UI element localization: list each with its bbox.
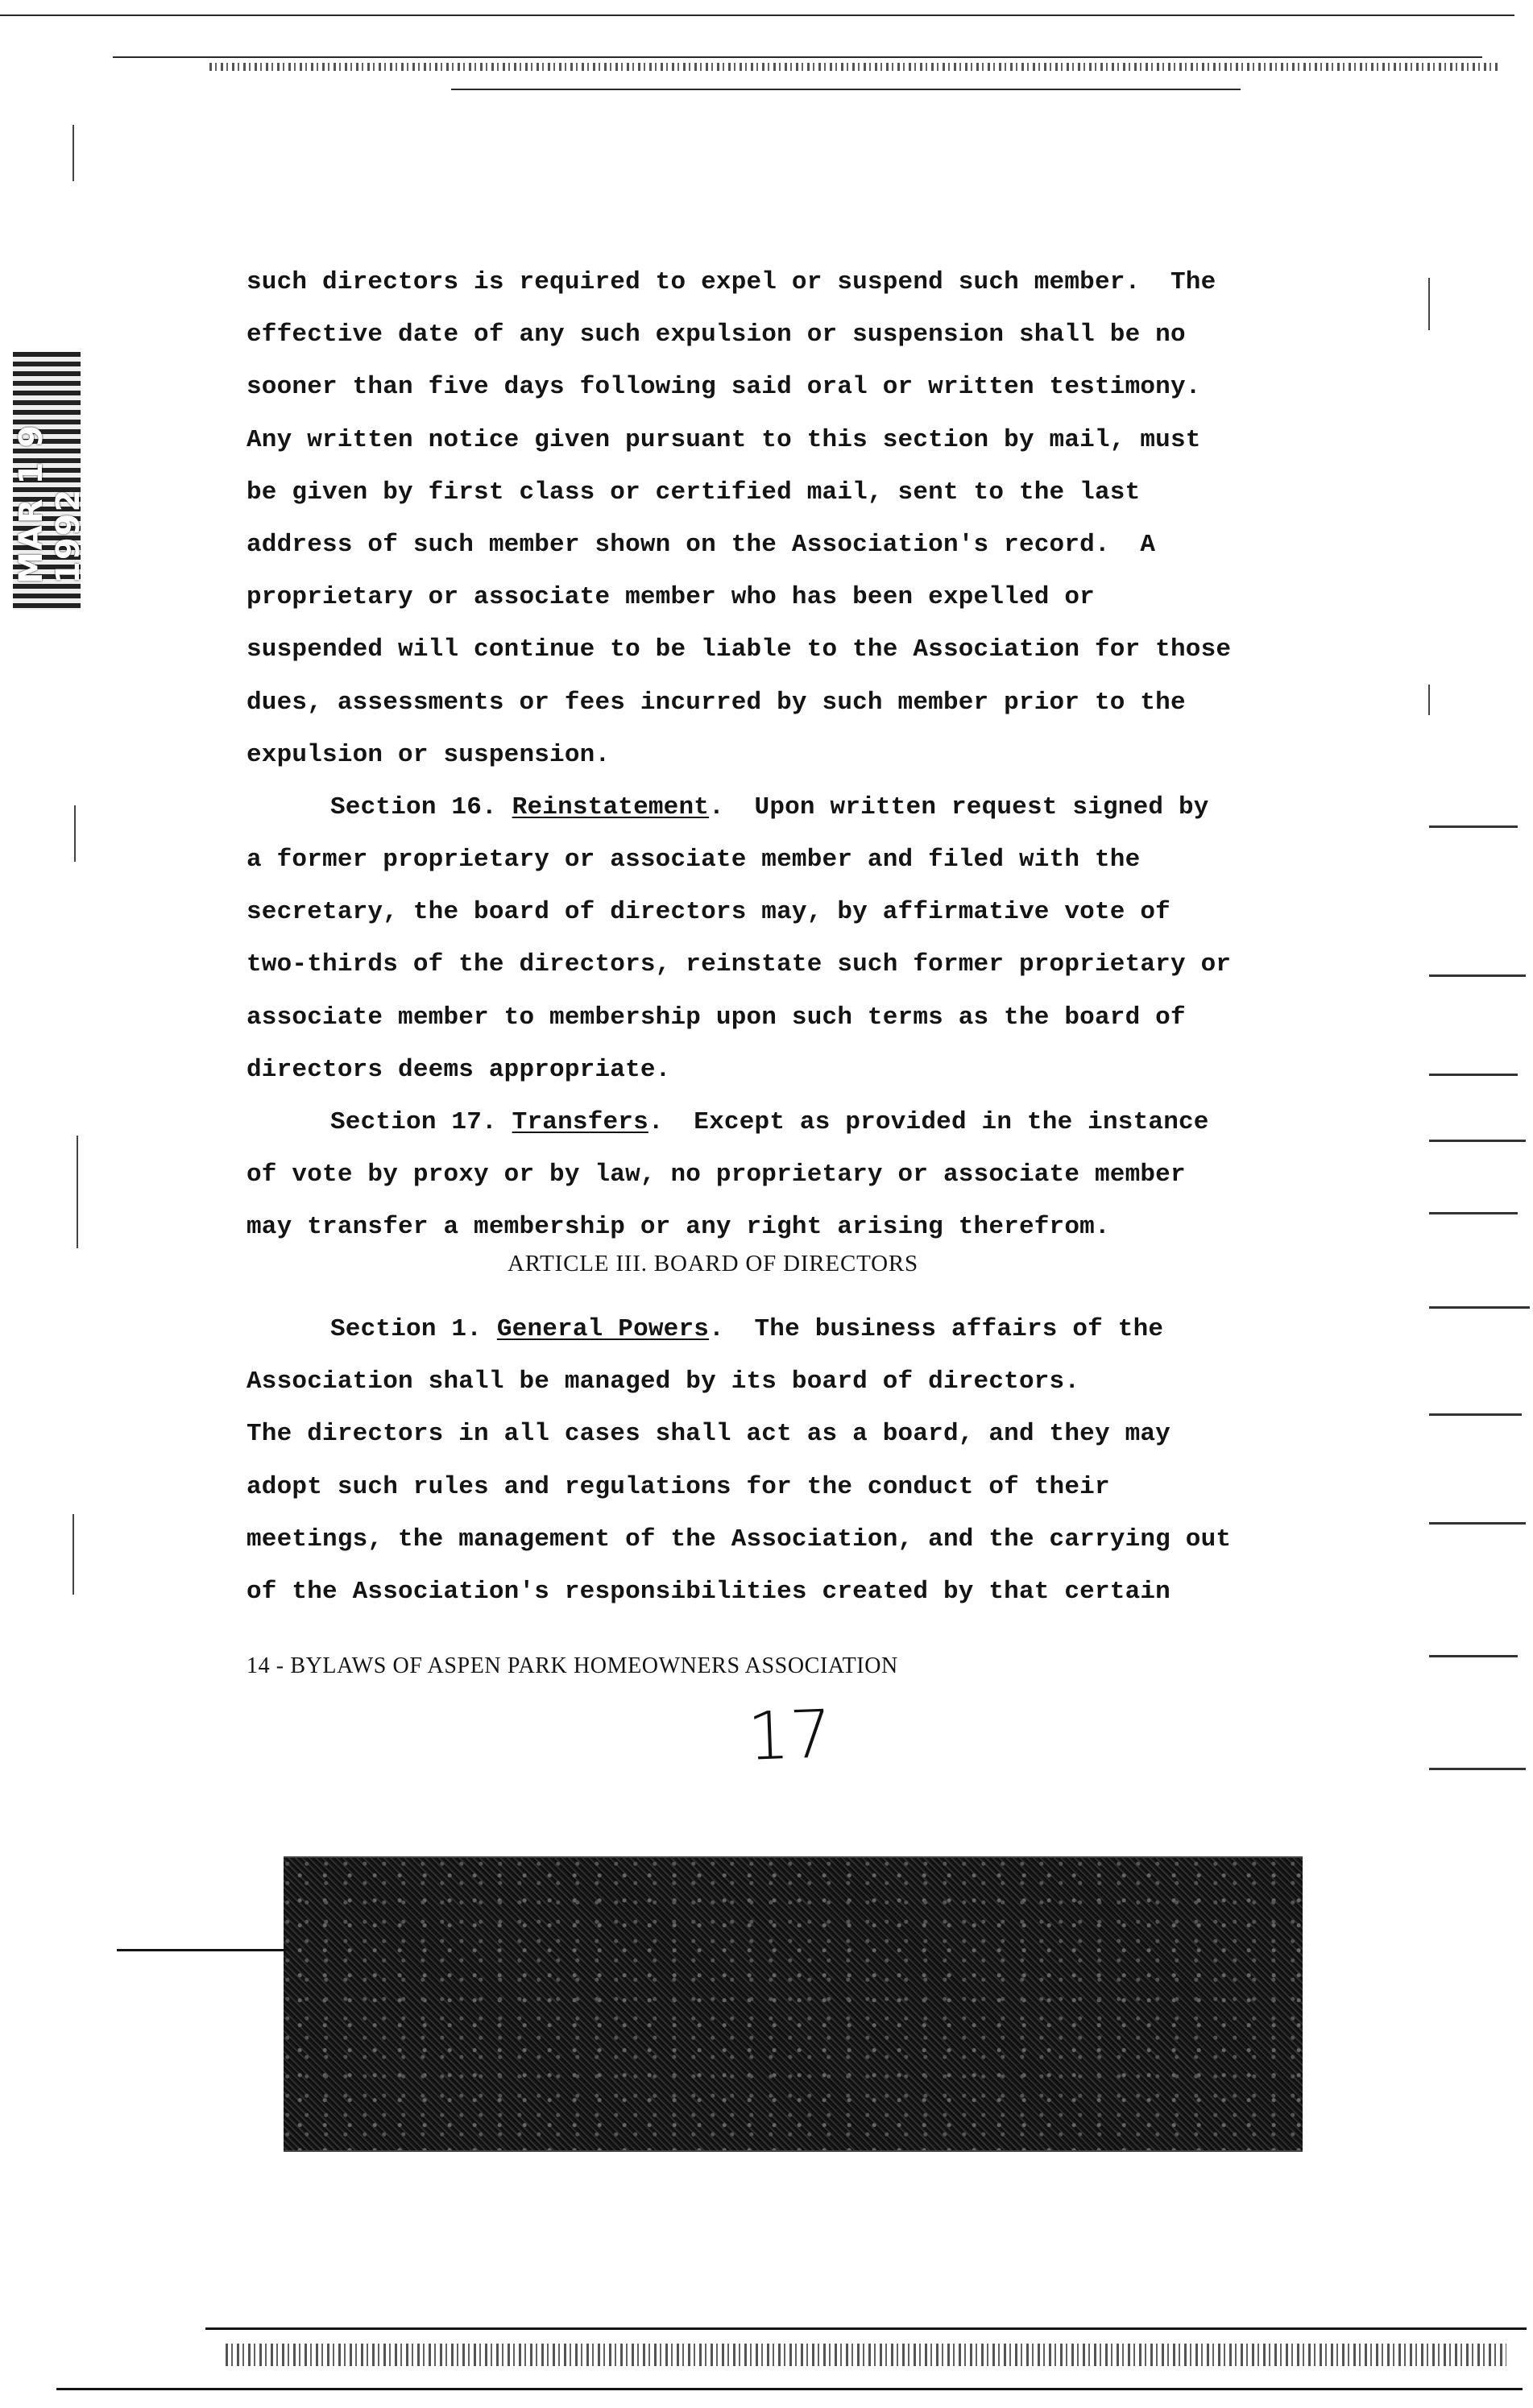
right-margin-mark — [1428, 278, 1430, 330]
right-margin-mark — [1429, 1655, 1518, 1657]
section-1-label: Section 1. — [330, 1315, 483, 1343]
top-scan-line — [0, 14, 1514, 16]
bottom-scan-line — [205, 2327, 1527, 2330]
left-margin-mark — [77, 1136, 78, 1248]
body-line: dues, assessments or fees incurred by such member prior to the — [247, 688, 1186, 717]
right-margin-mark — [1429, 1140, 1526, 1142]
body-line: a former proprietary or associate member and filed with the — [247, 846, 1141, 875]
article-iii-body — [247, 1303, 1310, 1618]
section-1-first-line-rest: . The business affairs of the — [709, 1315, 1164, 1343]
handwritten-page-number: 17 — [746, 1696, 833, 1776]
article-heading: ARTICLE III. BOARD OF DIRECTORS — [508, 1251, 918, 1276]
right-margin-mark — [1429, 825, 1518, 828]
body-line: directors deems appropriate. — [247, 1055, 671, 1084]
left-margin-mark — [73, 125, 74, 181]
body-line: effective date of any such expulsion or suspension shall be no — [247, 321, 1186, 350]
right-margin-mark — [1429, 1212, 1518, 1214]
right-margin-mark — [1429, 1413, 1522, 1416]
body-line: such directors is required to expel or suspend such member. The — [247, 268, 1216, 296]
top-noise-band — [209, 63, 1498, 71]
right-margin-mark — [1428, 685, 1430, 715]
section-17-first-line-rest: . Except as provided in the instance — [648, 1108, 1209, 1136]
section-17-label: Section 17. — [330, 1108, 497, 1136]
section-16-first-line — [247, 781, 1310, 834]
bottom-scan-line — [56, 2388, 1523, 2390]
section-17-first-line — [247, 1096, 1310, 1148]
body-line: expulsion or suspension. — [247, 740, 611, 769]
top-scan-line — [113, 56, 1482, 58]
page-footer: 14 - BYLAWS OF ASPEN PARK HOMEOWNERS ASSOCIATION — [247, 1653, 898, 1678]
body-line: meetings, the management of the Association, and the carrying out — [247, 1525, 1232, 1554]
right-margin-mark — [1429, 974, 1526, 977]
right-margin-mark — [1429, 1306, 1530, 1309]
body-line: proprietary or associate member who has been expelled or — [247, 583, 1095, 612]
top-scan-line — [451, 89, 1241, 90]
section-16-title: Reinstatement — [512, 792, 710, 821]
section-16-first-line-rest: . Upon written request signed by — [709, 792, 1209, 821]
document-body — [247, 256, 1310, 1254]
bottom-scan-line — [117, 1949, 286, 1951]
section-16-label: Section 16. — [330, 792, 497, 821]
scanned-dark-image-block — [284, 1856, 1303, 2152]
right-margin-mark — [1429, 1074, 1518, 1076]
body-line: suspended will continue to be liable to the Association for those — [247, 635, 1232, 664]
right-margin-mark — [1429, 1522, 1526, 1525]
date-stamp — [13, 352, 87, 610]
body-line: of the Association's responsibilities created by that certain — [247, 1577, 1170, 1606]
body-line: associate member to membership upon such terms as the board of — [247, 1003, 1186, 1032]
body-line: of vote by proxy or by law, no proprietary or associate member — [247, 1161, 1186, 1190]
body-line: be given by first class or certified mail, sent to the last — [247, 478, 1141, 507]
body-line: may transfer a membership or any right arising therefrom. — [247, 1213, 1110, 1242]
date-stamp-text: MAR 1 9 1992 — [13, 423, 87, 584]
section-1-first-line — [247, 1303, 1310, 1355]
section-1-title: General Powers — [496, 1315, 710, 1343]
bottom-noise-band — [226, 2344, 1506, 2366]
body-line: Association shall be managed by its board of directors. — [247, 1367, 1080, 1396]
body-line: The directors in all cases shall act as a board, and they may — [247, 1420, 1170, 1449]
left-margin-mark — [73, 1514, 74, 1595]
right-margin-mark — [1429, 1768, 1526, 1770]
body-line: two-thirds of the directors, reinstate such former proprietary or — [247, 950, 1232, 979]
section-17-title: Transfers — [512, 1108, 648, 1136]
body-line: address of such member shown on the Association's record. A — [247, 530, 1156, 559]
left-margin-mark — [74, 805, 76, 862]
body-line: adopt such rules and regulations for the conduct of their — [247, 1472, 1110, 1501]
body-line: secretary, the board of directors may, by affirmative vote of — [247, 898, 1170, 927]
body-line: sooner than five days following said oral or written testimony. — [247, 373, 1201, 402]
body-line: Any written notice given pursuant to this section by mail, must — [247, 425, 1201, 454]
